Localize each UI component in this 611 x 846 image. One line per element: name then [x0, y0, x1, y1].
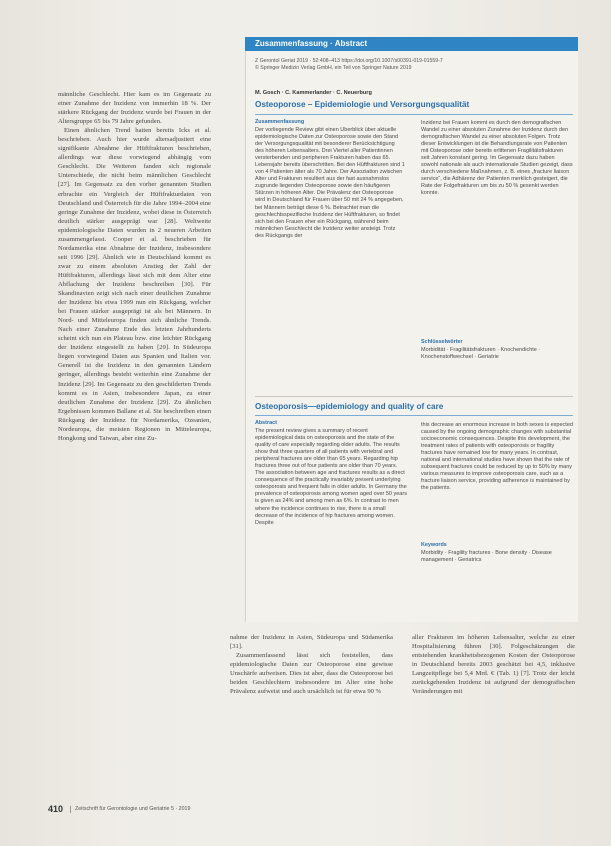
- body-paragraph: aller Frakturen im höheren Lebensalter, welche zu einer Hospitalisierung führen [30]. Folgeschätzungen die entstehenden krankheitsbezogenen Kosten der Osteoporose in Deutschland bereits 2003 geschätzt bei 4,5, inklusive Langzeitpflege bei 5,4 Mrd. € (Tab. 1) [7]. Trotz der leicht zurückgehenden Inzidenz ist aufgrund der demografischen Veränderungen mit: [412, 634, 575, 696]
- body-paragraph: Einen ähnlichen Trend hatten bereits Icks et al. beschrieben. Auch hier wurde altersadjustiert eine signifikante Abnahme der Hüftfrakturen beschrieben, allerdings war diese vorwiegend abhängig vom Geschlecht. Die Weiteren fanden sich regionale Unterschiede, die nicht beim männlichen Geschlecht [27]. Im Gegensatz zu den vorher genannten Studien erbrachte ein Vergleich der Hüftfrakturdaten von Deutschland und Österreich für die Jahre 1994–2004 eine geringe Zunahme der Inzidenz, wobei diese in Österreich deutlich stärker ausgeprägt war [28]. Weltweite epidemiologische Daten wurden in 2 neueren Arbeiten zusammengefasst. Cooper et al. beschrieben für Nordamerika eine Abnahme der Inzidenz, insbesondere seit 1996 [29]. Ähnlich wie in Deutschland kommt es zwar zu einem absoluten Anstieg der Zahl der Hüftfrakturen, allerdings lässt sich mit dem Alter eine Abflachung der Inzidenz beschreiben [30]. Für Skandinavien zeigt sich nach einer deutlichen Zunahme der Inzidenz bis etwa 1999 nun ein Rückgang, welcher bei Frauen stärker ausgeprägt ist als bei Männern. In Nord- und Mitteleuropa finden sich ähnliche Trends. Nach einer Zunahme Ende des letzten Jahrhunderts scheint sich nun ein Plateau bzw. eine leichter Rückgang der Inzidenz eingestellt zu haben [29]. In Südeuropa liegen vorwiegend Daten aus Spanien und Italien vor. Generell ist die Inzidenz in den genannten Ländern geringer, allerdings besteht weiterhin eine Zunahme der Inzidenz [29]. Im Gegensatz zu den geschilderten Trends kommt es in Asien, insbesondere Japan, zu einer deutlichen Zunahme der Inzidenz [29]. Zu ähnlichen Ergebnissen kommen Ballane et al. Sie beschreiben einen Rückgang der Inzidenz für Nordamerika, Ozeanien, Nordeuropa, die meisten Regionen in Mitteleuropa, Hongkong und Taiwan, aber eine Zu-: [58, 127, 211, 442]
- german-abstract-heading: Zusammenfassung: [255, 119, 305, 125]
- body-paragraph: Zusammenfassend lässt sich feststellen, dass epidemiologische Daten zur Osteoporose eine gewisse Unschärfe aufweisen. Dies ist aber, dass die Osteoporose bei beiden Geschlechtern insbesondere im Alter eine hohe Prävalenz aufweist und auch ursächlich ist für etwa 90 %: [230, 652, 393, 696]
- footer-separator: [70, 806, 71, 813]
- article-title-german: Osteoporose – Epidemiologie und Versorgungsqualität: [255, 100, 470, 109]
- english-abstract-heading: Abstract: [255, 420, 277, 426]
- abstract-paragraph: this decrease an enormous increase in both sexes is expected caused by the ongoing demographic changes with substantial socioeconomic consequences. Despite this development, the treatment rates of patients with osteoporosis or fragility fractures have remained low for many years. In contrast, national and international studies have shown that the rate of subsequent fractures could be reduced by up to 50% by many various measures to improve osteoporosis care, such as a fracture liaison service, providing adherence is maintained by the patients.: [421, 422, 573, 492]
- article-title-english: Osteoporosis—epidemiology and quality of care: [255, 402, 444, 411]
- middle-body-column: [230, 633, 393, 769]
- page-footer: [48, 804, 298, 816]
- citation-block: [255, 58, 573, 72]
- abstract-paragraph: Inzidenz bei Frauen kommt es durch den demografischen Wandel zu einer absoluten Zunahme der Inzidenz durch den demografischen Wandel zu einer absoluten Folgen. Trotz dieser Entwicklungen ist die Behandlungsrate von Patienten mit Osteoporose oder bereits erlittenen Fragilitätsfrakturen seit Jahren konstant gering. Im Gegensatz dazu haben sowohl nationale als auch internationale Studien gezeigt, dass durch verschiedene Maßnahmen, z. B. eines „fracture liaison service“, die Adhärenz der Patienten merklich gesteigert, die Rate der Folgefrakturen um bis zu 50 % gesenkt werden konnte.: [421, 120, 573, 197]
- title-divider: [255, 114, 573, 115]
- abstract-paragraph: The present review gives a summary of recent epidemiological data on osteoporosis and the state of the quality of care especially regarding older adults. The results show that three quarters of all patients with vertebral and peripheral fractures are older than 65 years. Regarding hip fractures three out of four patients are older than 70 years. The association between age and fractures results as a direct consequence of the practically invariably present underlying osteoporosis and frequent falls in older adults. In Germany the prevalence of osteoporosis among women aged over 50 years is given as 24% and among men as 6%. In contrast to men where the incidence continues to rise, there is a small decrease of the incidence of hip fractures among women. Despite: [255, 428, 407, 526]
- german-abstract-text-right: [421, 120, 573, 250]
- journal-name: Zeitschrift für Gerontologie und Geriatrie 5 · 2019: [75, 806, 191, 812]
- right-body-column: [412, 633, 575, 769]
- german-abstract-text-left: [255, 127, 405, 332]
- title-divider: [255, 415, 573, 416]
- body-paragraph: nahme der Inzidenz in Asien, Südeuropa und Südamerika [31].: [230, 634, 393, 651]
- body-paragraph: männliche Geschlecht. Hier kam es im Gegensatz zu einer Zunahme der Inzidenz von immerhin 18 %. Der stärkere Rückgang der Inzidenz wurde bei Frauen in der Altersgruppe 65 bis 79 Jahre gefunden.: [58, 91, 211, 126]
- copyright-line: © Springer Medizin Verlag GmbH, ein Teil von Springer Nature 2019: [255, 65, 412, 71]
- german-keywords: Morbidität · Fragilitätsfrakturen · Knochendichte · Knochenstoffwechsel · Geriatrie: [421, 347, 541, 361]
- page-number: 410: [48, 804, 64, 814]
- english-keywords: Morbidity · Fragility fractures · Bone density · Disease management · Geriatrics: [421, 550, 552, 564]
- german-keywords-heading: Schlüsselwörter: [421, 339, 463, 345]
- abstract-box-header: Zusammenfassung · Abstract: [245, 37, 578, 51]
- english-keywords-heading: Keywords: [421, 542, 447, 548]
- left-body-column: [58, 90, 211, 796]
- english-abstract-text-left: [255, 428, 407, 618]
- abstract-paragraph: Der vorliegende Review gibt einen Überblick über aktuelle epidemiologische Daten zur Osteoporose sowie den Stand der Versorgungsqualität mit besonderer Berücksichtigung des höheren Lebensalters. Drei Viertel aller Patientinnen versterbenden und peripheren Frakturen haben das 65. Lebensjahr bereits überschritten. Bei den Hüftfrakturen sind 1 von 4 Patienten älter als 70 Jahre. Der Assoziation zwischen Alter und Frakturen resultiert aus der fast ausnahmslos zugrunde liegenden Osteoporose sowie den häufigeren Stürzen in höheren Alter. Die Prävalenz der Osteoporose wird in Deutschland für Frauen über 50 mit 24 % angegeben, bei Männern beträgt diese 6 %. Betrachtet man die geschlechtsspezifische Inzidenz der Hüftfrakturen, so findet sich bei den Frauen eher ein Rückgang, während beim männlichen Geschlecht die Inzidenz weiter ansteigt. Trotz des Rückgangs der: [255, 127, 405, 239]
- english-abstract-text-right: [421, 422, 573, 534]
- citation-line: Z Gerontol Geriat 2019 · 52:408–413 https://doi.org/10.1007/s00391-019-01559-7: [255, 58, 443, 64]
- authors: M. Gosch · C. Kammerlander · C. Neuerburg: [255, 90, 372, 96]
- section-divider: [255, 396, 573, 397]
